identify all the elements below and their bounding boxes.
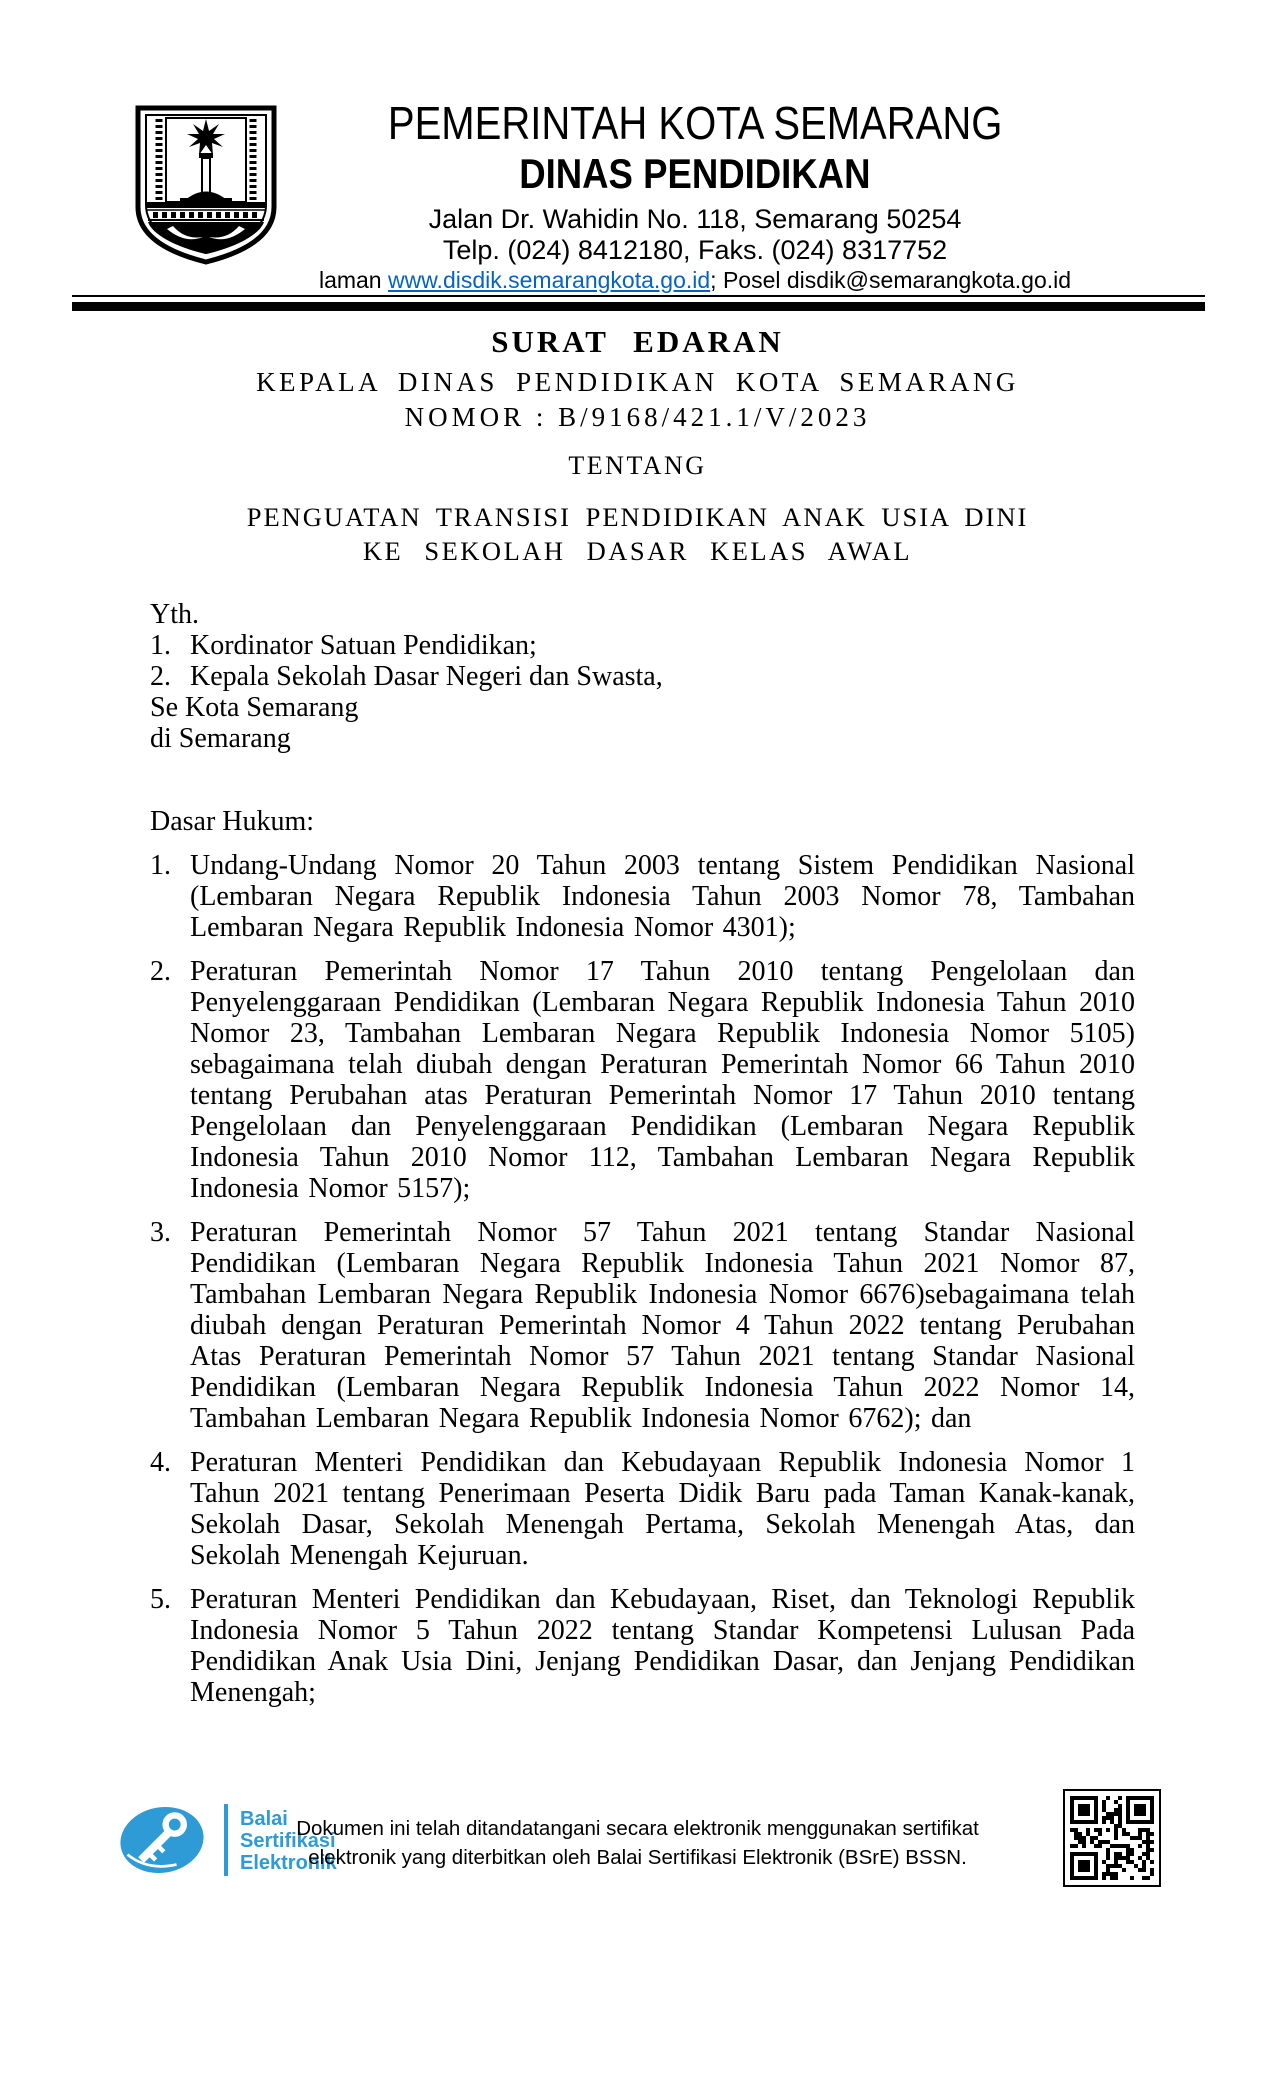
item-text: Undang-Undang Nomor 20 Tahun 2003 tentang Sistem Pendidikan Nasional (Lembaran Negara Republik Indonesia Tahun 2003 Nomor 78, Tambahan Lembaran Negara Republik Indonesia Nomor 4301); — [190, 850, 1135, 943]
letterhead — [255, 0, 1135, 292]
statement-line-1: Dokumen ini telah ditandatangani secara elektronik menggunakan sertifikat — [296, 1817, 979, 1840]
salutation: Yth. — [150, 599, 199, 630]
recipient-item — [150, 630, 1135, 661]
qr-code — [1063, 1789, 1161, 1887]
bsre-divider — [224, 1804, 228, 1876]
legal-basis-item — [150, 850, 1135, 943]
bsre-line3: Elektronik — [240, 1852, 337, 1874]
recipients-block — [150, 599, 1135, 754]
bsre-line2: Sertifikasi — [240, 1830, 336, 1852]
subject-line-1: PENGUATAN TRANSISI PENDIDIKAN ANAK USIA DINI — [246, 502, 1029, 532]
recipient-number: 1. — [150, 630, 171, 661]
rule-thick — [72, 302, 1205, 311]
about-label: TENTANG — [568, 451, 707, 480]
item-text: Peraturan Pemerintah Nomor 57 Tahun 2021 tentang Standar Nasional Pendidikan (Lembaran Negara Republik Indonesia Tahun 2021 Nomor 87, Tambahan Lembaran Negara Republik Indonesia Nomor 6676)sebagaimana telah diubah dengan Peraturan Pemerintah Nomor 4 Tahun 2022 tentang Perubahan Atas Peraturan Pemerintah Nomor 57 Tahun 2021 tentang Standar Nasional Pendidikan (Lembaran Negara Republik Indonesia Tahun 2022 Nomor 14, Tambahan Lembaran Negara Republik Indonesia Nomor 6762); dan — [190, 1217, 1135, 1434]
item-text: Peraturan Menteri Pendidikan dan Kebudayaan Republik Indonesia Nomor 1 Tahun 2021 tentang Penerimaan Peserta Didik Baru pada Taman Kanak-kanak, Sekolah Dasar, Sekolah Menengah Pertama, Sekolah Menengah Atas, dan Sekolah Menengah Kejuruan. — [190, 1447, 1135, 1571]
item-number: 3. — [150, 1217, 171, 1248]
recipient-text: Kordinator Satuan Pendidikan; — [190, 630, 537, 661]
semarang-city-emblem-icon — [133, 103, 279, 267]
legal-basis-item — [150, 956, 1135, 1204]
recipient-number: 2. — [150, 661, 171, 692]
item-number: 1. — [150, 850, 171, 881]
subject-line-2: KE SEKOLAH DASAR KELAS AWAL — [362, 536, 913, 566]
item-text: Peraturan Pemerintah Nomor 17 Tahun 2010 tentang Pengelolaan dan Penyelenggaraan Pendidikan (Lembaran Negara Republik Indonesia Tahun 2010 Nomor 23, Tambahan Lembaran Negara Republik Indonesia Nomor 5105) sebagaimana telah diubah dengan Peraturan Pemerintah Nomor 66 Tahun 2010 tentang Perubahan atas Peraturan Pemerintah Nomor 17 Tahun 2010 tentang Pengelolaan dan Penyelenggaraan Pendidikan (Lembaran Negara Republik Indonesia Tahun 2010 Nomor 112, Tambahan Lembaran Negara Republik Indonesia Nomor 5157); — [190, 956, 1135, 1204]
item-number: 2. — [150, 956, 171, 987]
legal-basis-item — [150, 1584, 1135, 1708]
letterhead-rule — [72, 295, 1205, 311]
department-name: DINAS PENDIDIKAN — [519, 150, 871, 197]
recipient-city: di Semarang — [150, 723, 291, 754]
rule-thin — [72, 295, 1205, 297]
legal-basis-block — [150, 806, 1135, 1708]
document-title-block — [0, 324, 1275, 567]
item-number: 4. — [150, 1447, 171, 1478]
recipient-item — [150, 661, 1135, 692]
item-text: Peraturan Menteri Pendidikan dan Kebudayaan, Riset, dan Teknologi Republik Indonesia Nomor 5 Tahun 2022 tentang Standar Kompetensi Lulusan Pada Pendidikan Anak Usia Dini, Jenjang Pendidikan Dasar, dan Jenjang Pendidikan Menengah; — [190, 1584, 1135, 1708]
government-name: PEMERINTAH KOTA SEMARANG — [387, 97, 1003, 149]
bsre-key-icon — [112, 1800, 212, 1880]
bsre-line1: Balai — [240, 1808, 288, 1830]
doc-type-title: SURAT EDARAN — [491, 324, 784, 359]
office-address: Jalan Dr. Wahidin No. 118, Semarang 50254 — [428, 204, 962, 234]
email-text: ; Posel disdik@semarangkota.go.id — [710, 267, 1072, 293]
recipient-text: Kepala Sekolah Dasar Negeri dan Swasta, — [190, 661, 663, 692]
issuer-title: KEPALA DINAS PENDIDIKAN KOTA SEMARANG — [256, 367, 1019, 397]
letter-body — [150, 599, 1135, 1708]
statement-line-2: elektronik yang diterbitkan oleh Balai Sertifikasi Elektronik (BSrE) BSSN. — [308, 1846, 967, 1869]
phone-fax: Telp. (024) 8412180, Faks. (024) 8317752 — [442, 235, 948, 265]
digital-signature-statement — [230, 1814, 1045, 1872]
item-number: 5. — [150, 1584, 171, 1615]
web-label: laman — [318, 267, 388, 293]
legal-basis-heading: Dasar Hukum: — [150, 806, 315, 837]
web-email-line — [255, 269, 1135, 292]
website-link[interactable]: www.disdik.semarangkota.go.id — [388, 267, 711, 293]
legal-basis-item — [150, 1447, 1135, 1571]
legal-basis-item — [150, 1217, 1135, 1434]
doc-number: NOMOR : B/9168/421.1/V/2023 — [404, 402, 871, 432]
recipient-area: Se Kota Semarang — [150, 692, 359, 723]
